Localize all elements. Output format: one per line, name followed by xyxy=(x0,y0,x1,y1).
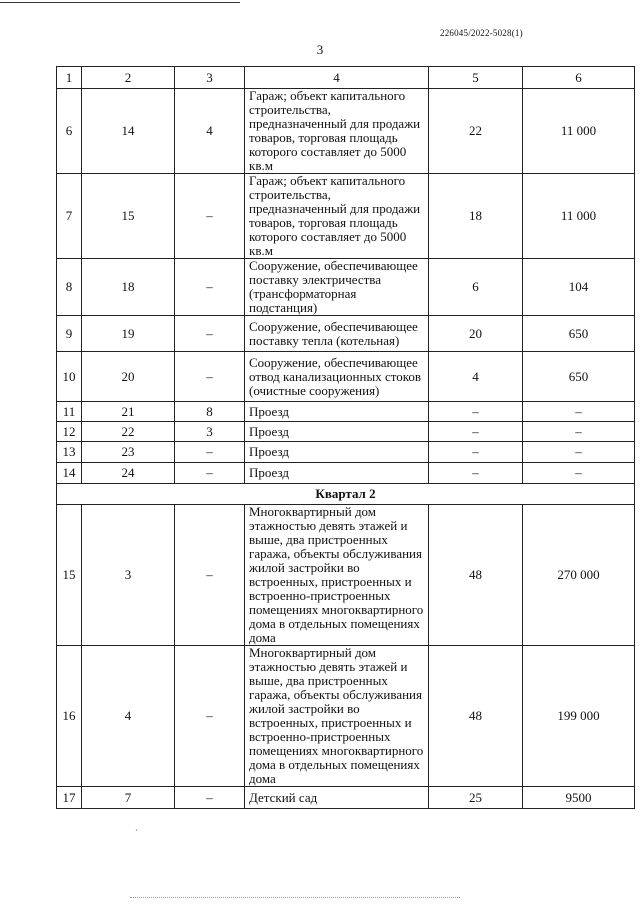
column-header-3: 3 xyxy=(175,67,245,89)
object-name: Сооружение, обеспечивающее отвод канализационных стоков (очистные сооружения) xyxy=(245,352,429,402)
cell-col5: 48 xyxy=(429,505,523,646)
row-number: 6 xyxy=(57,89,82,174)
table-row xyxy=(57,174,635,259)
cell-col5: – xyxy=(429,442,523,463)
cell-col2: 21 xyxy=(82,402,175,422)
column-header-5: 5 xyxy=(429,67,523,89)
cell-col3: 4 xyxy=(175,89,245,174)
column-header-1: 1 xyxy=(57,67,82,89)
cell-col5: 20 xyxy=(429,316,523,352)
column-header-4: 4 xyxy=(245,67,429,89)
table-row xyxy=(57,505,635,646)
cell-col2: 18 xyxy=(82,259,175,316)
row-number: 9 xyxy=(57,316,82,352)
row-number: 10 xyxy=(57,352,82,402)
object-name: Проезд xyxy=(245,442,429,463)
cell-col6: 104 xyxy=(523,259,635,316)
row-number: 12 xyxy=(57,422,82,442)
cell-col5: 25 xyxy=(429,787,523,809)
object-name: Гараж; объект капитального строительства, предназначенный для продажи товаров, торговая площадь которого составляет до 5000 кв.м xyxy=(245,174,429,259)
cell-col5: – xyxy=(429,422,523,442)
header-row xyxy=(57,67,635,89)
cell-col2: 20 xyxy=(82,352,175,402)
cell-col2: 22 xyxy=(82,422,175,442)
column-header-2: 2 xyxy=(82,67,175,89)
table-row xyxy=(57,646,635,787)
cell-col2: 24 xyxy=(82,463,175,484)
cell-col2: 14 xyxy=(82,89,175,174)
page-number: 3 xyxy=(316,42,324,57)
cell-col6: – xyxy=(523,442,635,463)
object-name: Детский сад xyxy=(245,787,429,809)
table-row xyxy=(57,259,635,316)
table-row xyxy=(57,787,635,809)
cell-col6: 11 000 xyxy=(523,174,635,259)
object-name: Гараж; объект капитального строительства, предназначенный для продажи товаров, торговая площадь которого составляет до 5000 кв.м xyxy=(245,89,429,174)
cell-col5: – xyxy=(429,402,523,422)
object-name: Проезд xyxy=(245,402,429,422)
cell-col5: 22 xyxy=(429,89,523,174)
cell-col6: 11 000 xyxy=(523,89,635,174)
table-row xyxy=(57,463,635,484)
cell-col2: 19 xyxy=(82,316,175,352)
table-row xyxy=(57,316,635,352)
cell-col6: 199 000 xyxy=(523,646,635,787)
cell-col5: 18 xyxy=(429,174,523,259)
row-number: 16 xyxy=(57,646,82,787)
row-number: 13 xyxy=(57,442,82,463)
cell-col2: 3 xyxy=(82,505,175,646)
cell-col3: – xyxy=(175,463,245,484)
object-name: Проезд xyxy=(245,422,429,442)
cell-col3: – xyxy=(175,259,245,316)
scan-artifact-line xyxy=(130,897,460,898)
top-rule xyxy=(0,2,240,3)
cell-col2: 15 xyxy=(82,174,175,259)
object-name: Многоквартирный дом этажностью девять этажей и выше, два пристроенных гаража, объекты обслуживания жилой застройки во встроенных, пристроенных и встроенно-пристроенных помещениях многоквартирного дома в отдельных помещениях дома xyxy=(245,505,429,646)
cell-col3: – xyxy=(175,646,245,787)
cell-col6: – xyxy=(523,422,635,442)
row-number: 7 xyxy=(57,174,82,259)
cell-col3: 8 xyxy=(175,402,245,422)
cell-col6: – xyxy=(523,463,635,484)
row-number: 11 xyxy=(57,402,82,422)
scan-speck: · xyxy=(135,826,138,835)
row-number: 8 xyxy=(57,259,82,316)
object-name: Сооружение, обеспечивающее поставку тепла (котельная) xyxy=(245,316,429,352)
cell-col2: 7 xyxy=(82,787,175,809)
table-row xyxy=(57,442,635,463)
cell-col3: – xyxy=(175,505,245,646)
table-row xyxy=(57,422,635,442)
cell-col2: 4 xyxy=(82,646,175,787)
row-number: 17 xyxy=(57,787,82,809)
register-table xyxy=(56,66,635,809)
object-name: Сооружение, обеспечивающее поставку электричества (трансформаторная подстанция) xyxy=(245,259,429,316)
table-row xyxy=(57,89,635,174)
object-name: Проезд xyxy=(245,463,429,484)
cell-col6: 270 000 xyxy=(523,505,635,646)
cell-col3: – xyxy=(175,352,245,402)
cell-col5: 48 xyxy=(429,646,523,787)
cell-col5: 4 xyxy=(429,352,523,402)
column-header-6: 6 xyxy=(523,67,635,89)
cell-col6: 9500 xyxy=(523,787,635,809)
cell-col3: 3 xyxy=(175,422,245,442)
cell-col5: 6 xyxy=(429,259,523,316)
cell-col6: 650 xyxy=(523,352,635,402)
table-row xyxy=(57,402,635,422)
quarter-heading: Квартал 2 xyxy=(57,484,635,505)
row-number: 14 xyxy=(57,463,82,484)
cell-col3: – xyxy=(175,442,245,463)
cell-col6: – xyxy=(523,402,635,422)
cell-col3: – xyxy=(175,787,245,809)
cell-col6: 650 xyxy=(523,316,635,352)
quarter-row xyxy=(57,484,635,505)
object-name: Многоквартирный дом этажностью девять этажей и выше, два пристроенных гаража, объекты обслуживания жилой застройки во встроенных, пристроенных и встроенно-пристроенных помещениях многоквартирного дома в отдельных помещениях дома xyxy=(245,646,429,787)
cell-col3: – xyxy=(175,174,245,259)
row-number: 15 xyxy=(57,505,82,646)
table-row xyxy=(57,352,635,402)
document-number: 226045/2022-5028(1) xyxy=(440,28,523,38)
cell-col5: – xyxy=(429,463,523,484)
cell-col3: – xyxy=(175,316,245,352)
cell-col2: 23 xyxy=(82,442,175,463)
